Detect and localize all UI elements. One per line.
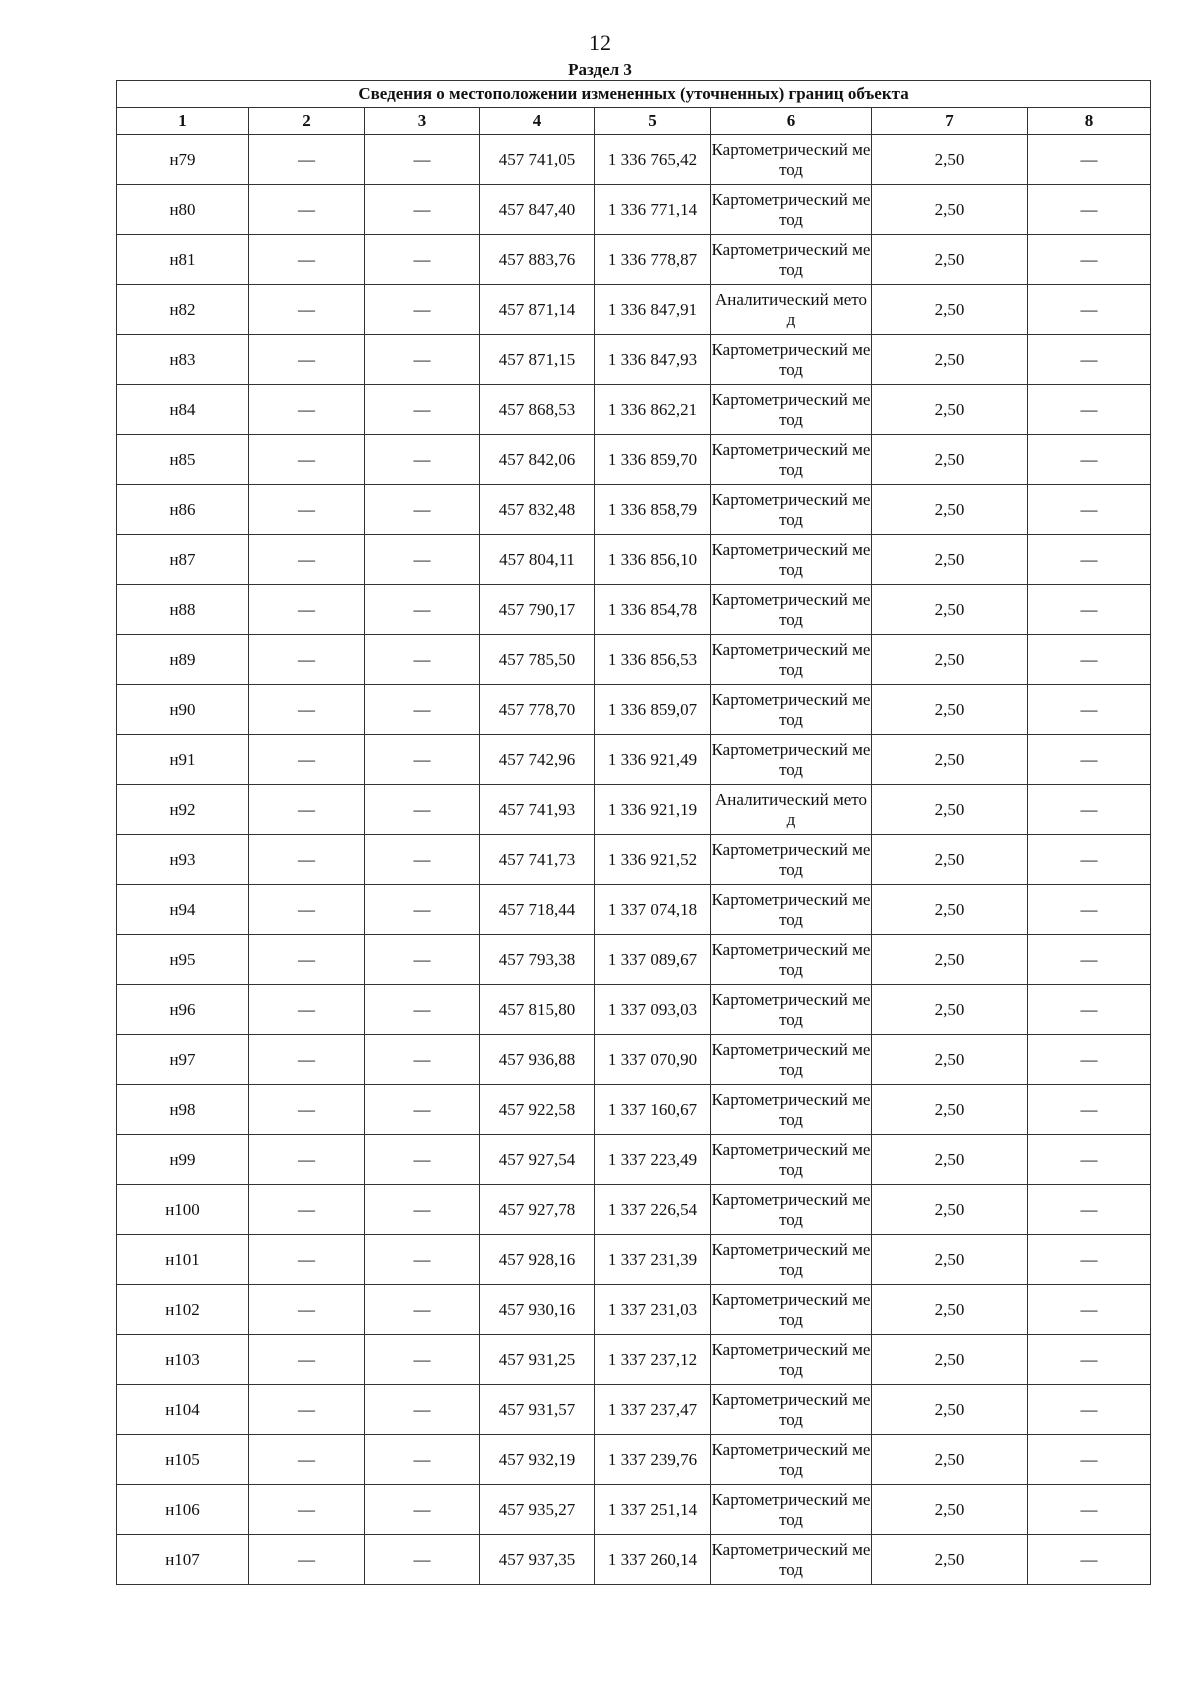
column-3-cell: — — [365, 835, 480, 885]
column-8-cell: — — [1028, 285, 1151, 335]
point-id-cell: н98 — [117, 1085, 249, 1135]
x-coordinate-cell: 457 931,25 — [480, 1335, 595, 1385]
point-id-cell: н85 — [117, 435, 249, 485]
method-cell: Картометрический метод — [711, 1535, 872, 1585]
column-8-cell: — — [1028, 1435, 1151, 1485]
column-3-cell: — — [365, 185, 480, 235]
point-id-cell: н80 — [117, 185, 249, 235]
method-cell: Картометрический метод — [711, 635, 872, 685]
accuracy-cell: 2,50 — [872, 135, 1028, 185]
method-cell: Картометрический метод — [711, 385, 872, 435]
accuracy-cell: 2,50 — [872, 1485, 1028, 1535]
method-cell: Картометрический метод — [711, 1485, 872, 1535]
column-2-cell: — — [249, 785, 365, 835]
column-2-cell: — — [249, 1385, 365, 1435]
column-number: 7 — [872, 108, 1028, 135]
point-id-cell: н104 — [117, 1385, 249, 1435]
accuracy-cell: 2,50 — [872, 785, 1028, 835]
table-row — [117, 835, 1151, 885]
table-row — [117, 635, 1151, 685]
accuracy-cell: 2,50 — [872, 585, 1028, 635]
column-8-cell: — — [1028, 485, 1151, 535]
column-3-cell: — — [365, 735, 480, 785]
accuracy-cell: 2,50 — [872, 1185, 1028, 1235]
y-coordinate-cell: 1 337 093,03 — [595, 985, 711, 1035]
table-row — [117, 735, 1151, 785]
column-number: 4 — [480, 108, 595, 135]
y-coordinate-cell: 1 337 160,67 — [595, 1085, 711, 1135]
x-coordinate-cell: 457 785,50 — [480, 635, 595, 685]
accuracy-cell: 2,50 — [872, 335, 1028, 385]
column-3-cell: — — [365, 1285, 480, 1335]
point-id-cell: н105 — [117, 1435, 249, 1485]
column-8-cell: — — [1028, 385, 1151, 435]
y-coordinate-cell: 1 337 231,03 — [595, 1285, 711, 1335]
method-cell: Картометрический метод — [711, 1035, 872, 1085]
point-id-cell: н103 — [117, 1335, 249, 1385]
column-8-cell: — — [1028, 1385, 1151, 1435]
column-2-cell: — — [249, 1485, 365, 1535]
column-3-cell: — — [365, 785, 480, 835]
table-row — [117, 185, 1151, 235]
column-2-cell: — — [249, 185, 365, 235]
table-row — [117, 435, 1151, 485]
point-id-cell: н89 — [117, 635, 249, 685]
column-3-cell: — — [365, 485, 480, 535]
accuracy-cell: 2,50 — [872, 985, 1028, 1035]
column-3-cell: — — [365, 535, 480, 585]
column-8-cell: — — [1028, 535, 1151, 585]
column-8-cell: — — [1028, 1535, 1151, 1585]
column-8-cell: — — [1028, 1135, 1151, 1185]
method-cell: Картометрический метод — [711, 235, 872, 285]
point-id-cell: н83 — [117, 335, 249, 385]
method-cell: Картометрический метод — [711, 935, 872, 985]
point-id-cell: н92 — [117, 785, 249, 835]
column-3-cell: — — [365, 635, 480, 685]
point-id-cell: н82 — [117, 285, 249, 335]
point-id-cell: н79 — [117, 135, 249, 185]
y-coordinate-cell: 1 336 847,93 — [595, 335, 711, 385]
column-2-cell: — — [249, 835, 365, 885]
method-cell: Картометрический метод — [711, 835, 872, 885]
column-number: 2 — [249, 108, 365, 135]
column-8-cell: — — [1028, 585, 1151, 635]
column-2-cell: — — [249, 935, 365, 985]
coordinates-table — [116, 80, 1151, 1585]
x-coordinate-cell: 457 927,78 — [480, 1185, 595, 1235]
column-2-cell: — — [249, 135, 365, 185]
column-8-cell: — — [1028, 1335, 1151, 1385]
table-row — [117, 1335, 1151, 1385]
y-coordinate-cell: 1 336 859,07 — [595, 685, 711, 735]
point-id-cell: н107 — [117, 1535, 249, 1585]
accuracy-cell: 2,50 — [872, 535, 1028, 585]
y-coordinate-cell: 1 337 251,14 — [595, 1485, 711, 1535]
method-cell: Картометрический метод — [711, 1185, 872, 1235]
table-row — [117, 585, 1151, 635]
accuracy-cell: 2,50 — [872, 1235, 1028, 1285]
y-coordinate-cell: 1 337 226,54 — [595, 1185, 711, 1235]
accuracy-cell: 2,50 — [872, 385, 1028, 435]
accuracy-cell: 2,50 — [872, 1435, 1028, 1485]
y-coordinate-cell: 1 337 070,90 — [595, 1035, 711, 1085]
x-coordinate-cell: 457 930,16 — [480, 1285, 595, 1335]
table-row — [117, 1435, 1151, 1485]
x-coordinate-cell: 457 778,70 — [480, 685, 595, 735]
accuracy-cell: 2,50 — [872, 1385, 1028, 1435]
accuracy-cell: 2,50 — [872, 735, 1028, 785]
y-coordinate-cell: 1 336 778,87 — [595, 235, 711, 285]
table-row — [117, 785, 1151, 835]
accuracy-cell: 2,50 — [872, 1285, 1028, 1335]
point-id-cell: н88 — [117, 585, 249, 635]
column-8-cell: — — [1028, 1035, 1151, 1085]
y-coordinate-cell: 1 337 223,49 — [595, 1135, 711, 1185]
x-coordinate-cell: 457 815,80 — [480, 985, 595, 1035]
x-coordinate-cell: 457 790,17 — [480, 585, 595, 635]
column-8-cell: — — [1028, 235, 1151, 285]
column-number: 5 — [595, 108, 711, 135]
x-coordinate-cell: 457 883,76 — [480, 235, 595, 285]
method-cell: Картометрический метод — [711, 985, 872, 1035]
column-3-cell: — — [365, 1135, 480, 1185]
column-2-cell: — — [249, 685, 365, 735]
accuracy-cell: 2,50 — [872, 885, 1028, 935]
y-coordinate-cell: 1 337 237,12 — [595, 1335, 711, 1385]
column-3-cell: — — [365, 585, 480, 635]
column-3-cell: — — [365, 235, 480, 285]
column-8-cell: — — [1028, 785, 1151, 835]
column-8-cell: — — [1028, 1485, 1151, 1535]
accuracy-cell: 2,50 — [872, 935, 1028, 985]
point-id-cell: н87 — [117, 535, 249, 585]
point-id-cell: н101 — [117, 1235, 249, 1285]
point-id-cell: н100 — [117, 1185, 249, 1235]
method-cell: Картометрический метод — [711, 1085, 872, 1135]
column-8-cell: — — [1028, 635, 1151, 685]
y-coordinate-cell: 1 336 862,21 — [595, 385, 711, 435]
column-3-cell: — — [365, 1035, 480, 1085]
column-2-cell: — — [249, 335, 365, 385]
column-3-cell: — — [365, 1385, 480, 1435]
x-coordinate-cell: 457 741,05 — [480, 135, 595, 185]
accuracy-cell: 2,50 — [872, 435, 1028, 485]
point-id-cell: н94 — [117, 885, 249, 935]
column-8-cell: — — [1028, 885, 1151, 935]
column-2-cell: — — [249, 535, 365, 585]
table-row — [117, 1535, 1151, 1585]
column-3-cell: — — [365, 935, 480, 985]
column-3-cell: — — [365, 1335, 480, 1385]
column-2-cell: — — [249, 1085, 365, 1135]
column-3-cell: — — [365, 1535, 480, 1585]
table-body — [117, 135, 1151, 1585]
column-3-cell: — — [365, 385, 480, 435]
point-id-cell: н86 — [117, 485, 249, 535]
column-8-cell: — — [1028, 135, 1151, 185]
section-title: Раздел 3 — [568, 60, 632, 79]
column-2-cell: — — [249, 1435, 365, 1485]
column-3-cell: — — [365, 1435, 480, 1485]
x-coordinate-cell: 457 868,53 — [480, 385, 595, 435]
table-row — [117, 385, 1151, 435]
column-3-cell: — — [365, 685, 480, 735]
y-coordinate-cell: 1 337 260,14 — [595, 1535, 711, 1585]
y-coordinate-cell: 1 336 854,78 — [595, 585, 711, 635]
y-coordinate-cell: 1 336 856,53 — [595, 635, 711, 685]
column-numbers-row — [117, 108, 1151, 135]
column-2-cell: — — [249, 1535, 365, 1585]
accuracy-cell: 2,50 — [872, 1135, 1028, 1185]
y-coordinate-cell: 1 336 859,70 — [595, 435, 711, 485]
accuracy-cell: 2,50 — [872, 185, 1028, 235]
column-8-cell: — — [1028, 1085, 1151, 1135]
x-coordinate-cell: 457 937,35 — [480, 1535, 595, 1585]
method-cell: Картометрический метод — [711, 335, 872, 385]
column-2-cell: — — [249, 885, 365, 935]
table-row — [117, 1035, 1151, 1085]
y-coordinate-cell: 1 336 771,14 — [595, 185, 711, 235]
method-cell: Картометрический метод — [711, 735, 872, 785]
x-coordinate-cell: 457 793,38 — [480, 935, 595, 985]
accuracy-cell: 2,50 — [872, 235, 1028, 285]
point-id-cell: н106 — [117, 1485, 249, 1535]
point-id-cell: н81 — [117, 235, 249, 285]
x-coordinate-cell: 457 871,15 — [480, 335, 595, 385]
column-8-cell: — — [1028, 335, 1151, 385]
table-row — [117, 1385, 1151, 1435]
y-coordinate-cell: 1 336 765,42 — [595, 135, 711, 185]
column-number: 6 — [711, 108, 872, 135]
accuracy-cell: 2,50 — [872, 485, 1028, 535]
x-coordinate-cell: 457 847,40 — [480, 185, 595, 235]
table-row — [117, 985, 1151, 1035]
method-cell: Картометрический метод — [711, 535, 872, 585]
table-row — [117, 1135, 1151, 1185]
y-coordinate-cell: 1 336 858,79 — [595, 485, 711, 535]
column-2-cell: — — [249, 1035, 365, 1085]
x-coordinate-cell: 457 832,48 — [480, 485, 595, 535]
accuracy-cell: 2,50 — [872, 685, 1028, 735]
accuracy-cell: 2,50 — [872, 1035, 1028, 1085]
point-id-cell: н97 — [117, 1035, 249, 1085]
column-2-cell: — — [249, 435, 365, 485]
column-2-cell: — — [249, 635, 365, 685]
column-2-cell: — — [249, 285, 365, 335]
column-2-cell: — — [249, 385, 365, 435]
y-coordinate-cell: 1 337 239,76 — [595, 1435, 711, 1485]
accuracy-cell: 2,50 — [872, 1335, 1028, 1385]
accuracy-cell: 2,50 — [872, 1535, 1028, 1585]
column-8-cell: — — [1028, 185, 1151, 235]
table-caption: Сведения о местоположении измененных (уточненных) границ объекта — [117, 81, 1151, 108]
table-row — [117, 1285, 1151, 1335]
column-3-cell: — — [365, 1235, 480, 1285]
column-8-cell: — — [1028, 835, 1151, 885]
column-2-cell: — — [249, 485, 365, 535]
column-2-cell: — — [249, 1235, 365, 1285]
column-8-cell: — — [1028, 1185, 1151, 1235]
y-coordinate-cell: 1 336 847,91 — [595, 285, 711, 335]
point-id-cell: н99 — [117, 1135, 249, 1185]
column-8-cell: — — [1028, 985, 1151, 1035]
table-row — [117, 285, 1151, 335]
column-3-cell: — — [365, 1185, 480, 1235]
point-id-cell: н95 — [117, 935, 249, 985]
method-cell: Картометрический метод — [711, 435, 872, 485]
column-2-cell: — — [249, 1285, 365, 1335]
point-id-cell: н96 — [117, 985, 249, 1035]
column-8-cell: — — [1028, 435, 1151, 485]
point-id-cell: н102 — [117, 1285, 249, 1335]
x-coordinate-cell: 457 936,88 — [480, 1035, 595, 1085]
column-number: 1 — [117, 108, 249, 135]
x-coordinate-cell: 457 842,06 — [480, 435, 595, 485]
method-cell: Аналитический метод — [711, 285, 872, 335]
column-3-cell: — — [365, 1085, 480, 1135]
y-coordinate-cell: 1 337 237,47 — [595, 1385, 711, 1435]
table-row — [117, 685, 1151, 735]
accuracy-cell: 2,50 — [872, 1085, 1028, 1135]
column-3-cell: — — [365, 285, 480, 335]
method-cell: Картометрический метод — [711, 885, 872, 935]
method-cell: Картометрический метод — [711, 135, 872, 185]
x-coordinate-cell: 457 804,11 — [480, 535, 595, 585]
x-coordinate-cell: 457 718,44 — [480, 885, 595, 935]
accuracy-cell: 2,50 — [872, 635, 1028, 685]
table-row — [117, 235, 1151, 285]
x-coordinate-cell: 457 741,73 — [480, 835, 595, 885]
column-3-cell: — — [365, 1485, 480, 1535]
table-row — [117, 885, 1151, 935]
point-id-cell: н90 — [117, 685, 249, 735]
x-coordinate-cell: 457 741,93 — [480, 785, 595, 835]
y-coordinate-cell: 1 336 921,19 — [595, 785, 711, 835]
x-coordinate-cell: 457 742,96 — [480, 735, 595, 785]
column-3-cell: — — [365, 985, 480, 1035]
x-coordinate-cell: 457 871,14 — [480, 285, 595, 335]
column-2-cell: — — [249, 735, 365, 785]
method-cell: Картометрический метод — [711, 1135, 872, 1185]
y-coordinate-cell: 1 337 231,39 — [595, 1235, 711, 1285]
column-2-cell: — — [249, 985, 365, 1035]
accuracy-cell: 2,50 — [872, 285, 1028, 335]
table-caption-row — [117, 81, 1151, 108]
method-cell: Картометрический метод — [711, 1285, 872, 1335]
column-3-cell: — — [365, 135, 480, 185]
column-number: 3 — [365, 108, 480, 135]
table-row — [117, 335, 1151, 385]
x-coordinate-cell: 457 932,19 — [480, 1435, 595, 1485]
column-number: 8 — [1028, 108, 1151, 135]
column-8-cell: — — [1028, 735, 1151, 785]
point-id-cell: н93 — [117, 835, 249, 885]
page-number: 12 — [589, 30, 611, 55]
column-2-cell: — — [249, 235, 365, 285]
column-3-cell: — — [365, 435, 480, 485]
table-row — [117, 1085, 1151, 1135]
column-2-cell: — — [249, 585, 365, 635]
column-3-cell: — — [365, 885, 480, 935]
method-cell: Картометрический метод — [711, 485, 872, 535]
table-row — [117, 935, 1151, 985]
column-8-cell: — — [1028, 685, 1151, 735]
method-cell: Картометрический метод — [711, 185, 872, 235]
table-row — [117, 1185, 1151, 1235]
y-coordinate-cell: 1 337 074,18 — [595, 885, 711, 935]
table-row — [117, 1235, 1151, 1285]
method-cell: Картометрический метод — [711, 1335, 872, 1385]
table-row — [117, 485, 1151, 535]
column-2-cell: — — [249, 1135, 365, 1185]
table-row — [117, 535, 1151, 585]
x-coordinate-cell: 457 927,54 — [480, 1135, 595, 1185]
column-8-cell: — — [1028, 935, 1151, 985]
x-coordinate-cell: 457 935,27 — [480, 1485, 595, 1535]
y-coordinate-cell: 1 336 856,10 — [595, 535, 711, 585]
column-2-cell: — — [249, 1185, 365, 1235]
x-coordinate-cell: 457 928,16 — [480, 1235, 595, 1285]
column-3-cell: — — [365, 335, 480, 385]
method-cell: Картометрический метод — [711, 585, 872, 635]
table-row — [117, 1485, 1151, 1535]
method-cell: Аналитический метод — [711, 785, 872, 835]
y-coordinate-cell: 1 336 921,49 — [595, 735, 711, 785]
method-cell: Картометрический метод — [711, 1435, 872, 1485]
x-coordinate-cell: 457 931,57 — [480, 1385, 595, 1435]
method-cell: Картометрический метод — [711, 685, 872, 735]
table-row — [117, 135, 1151, 185]
y-coordinate-cell: 1 337 089,67 — [595, 935, 711, 985]
method-cell: Картометрический метод — [711, 1385, 872, 1435]
column-2-cell: — — [249, 1335, 365, 1385]
point-id-cell: н84 — [117, 385, 249, 435]
column-8-cell: — — [1028, 1285, 1151, 1335]
column-8-cell: — — [1028, 1235, 1151, 1285]
point-id-cell: н91 — [117, 735, 249, 785]
y-coordinate-cell: 1 336 921,52 — [595, 835, 711, 885]
x-coordinate-cell: 457 922,58 — [480, 1085, 595, 1135]
accuracy-cell: 2,50 — [872, 835, 1028, 885]
method-cell: Картометрический метод — [711, 1235, 872, 1285]
